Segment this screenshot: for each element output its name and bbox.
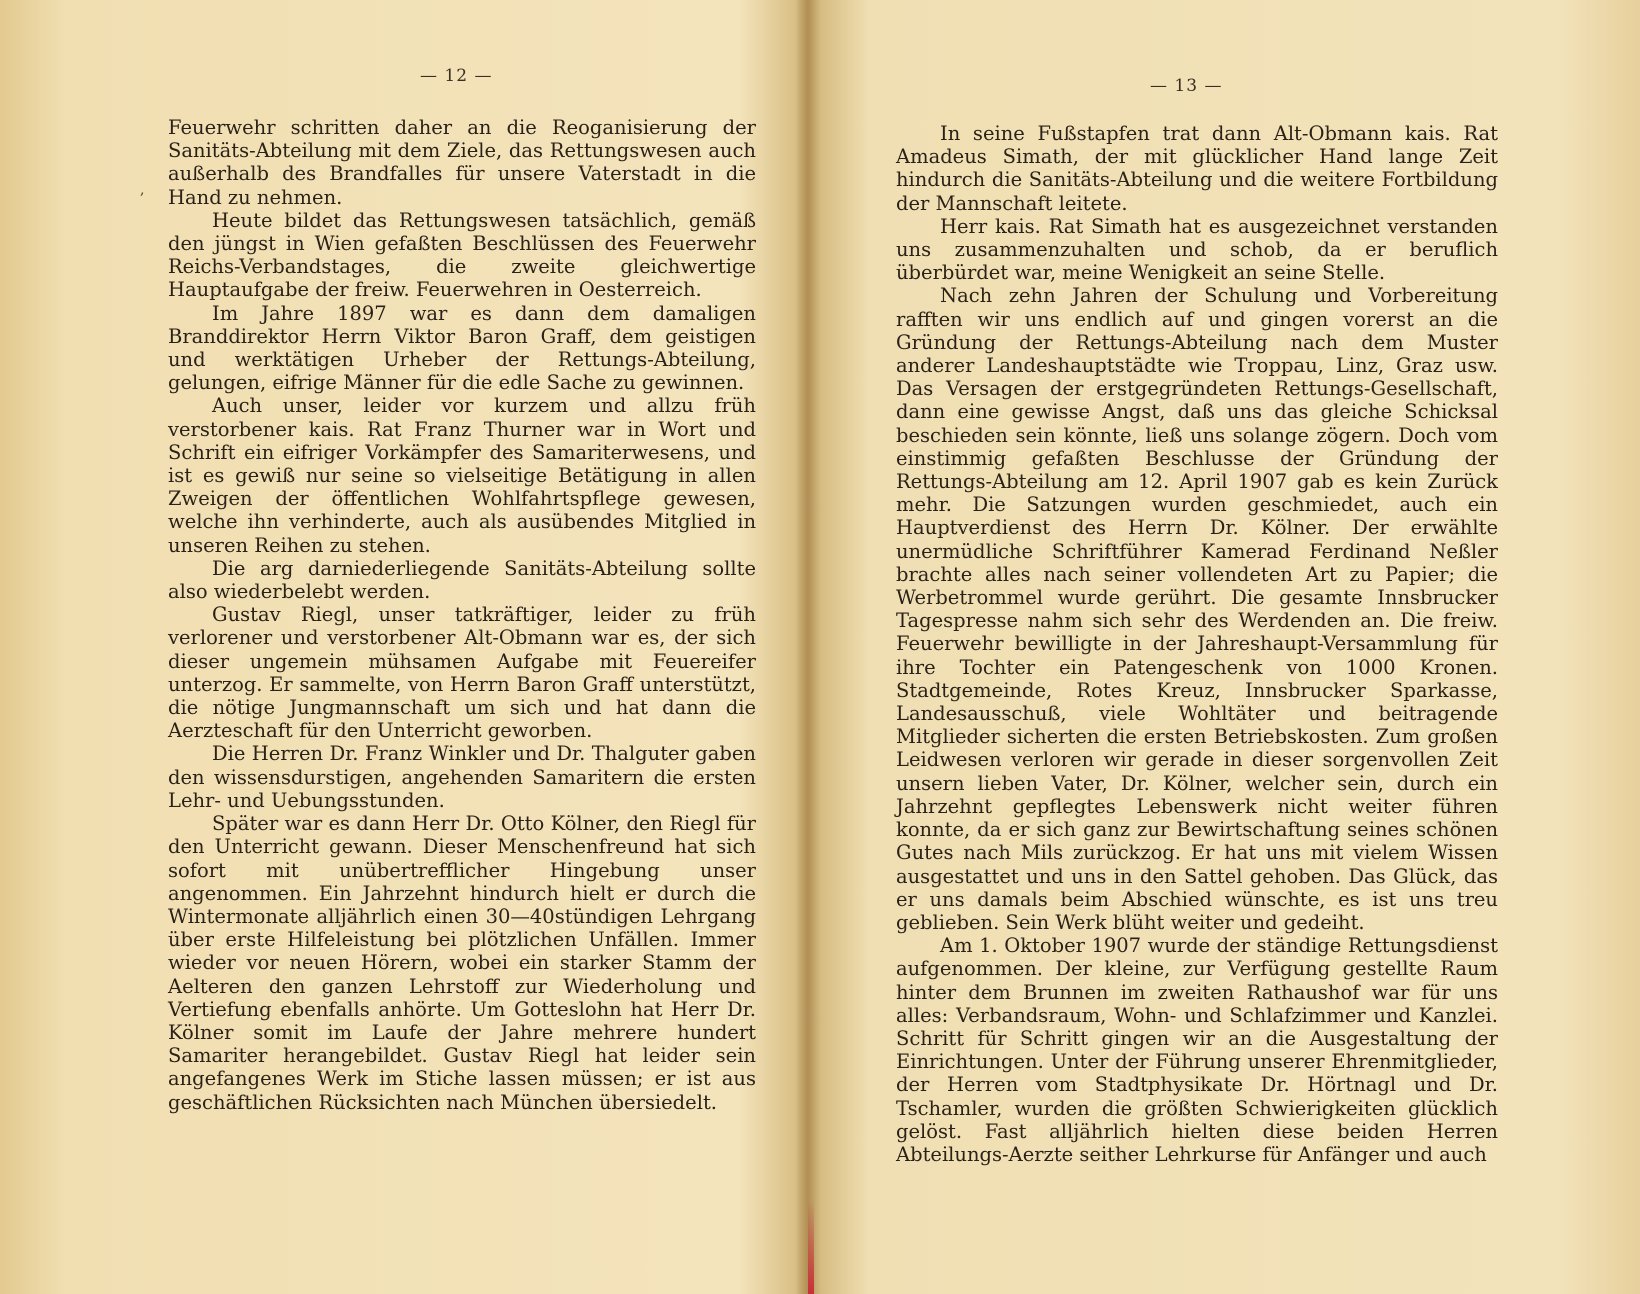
paragraph: Gustav Riegl, unser tatkräftiger, leider zu früh verlorener und verstorbener Alt-Obmann war es, der sich dieser ungemein mühsamen Aufgabe mit Feuereifer unterzog. Er sammelte, von Herrn Baron Graff unterstützt, die nötige Jungmannschaft um sich und hat dann die Aerzteschaft für den Unterricht geworben. — [168, 603, 756, 743]
paragraph: Auch unser, leider vor kurzem und allzu früh verstorbener kais. Rat Franz Thurner war in Wort und Schrift ein eifriger Vorkämpfer des Samariterwesens, und ist es gewiß nur seine so vielseitige Betätigung in allen Zweigen der öffentlichen Wohlfahrtspflege gewesen, welche ihn verhinderte, auch als ausübendes Mitglied in unseren Reihen zu stehen. — [168, 394, 756, 557]
page-edge-stain — [808, 1200, 814, 1294]
paragraph: Feuerwehr schritten daher an die Reoganisierung der Sanitäts-Abteilung mit dem Ziele, das Rettungswesen auch außerhalb des Brandfalles für unsere Vaterstadt in die Hand zu nehmen. — [168, 116, 756, 209]
left-page — [0, 0, 800, 1294]
page-number: — 12 — — [420, 66, 493, 86]
paragraph: In seine Fußstapfen trat dann Alt-Obmann kais. Rat Amadeus Simath, der mit glücklicher Hand lange Zeit hindurch die Sanitäts-Abteilung und die weitere Fortbildung der Mannschaft leitete. — [896, 122, 1498, 215]
paragraph: Nach zehn Jahren der Schulung und Vorbereitung rafften wir uns endlich auf und gingen vorerst an die Gründung der Rettungs-Abteilung nach dem Muster anderer Landeshauptstädte wie Troppau, Linz, Graz usw. Das Versagen der erstgegründeten Rettungs-Gesellschaft, dann eine gewisse Angst, daß uns das gleiche Schicksal beschieden sein könnte, ließ uns solange zögern. Doch vom einstimmig gefaßten Beschlusse der Gründung der Rettungs-Abteilung am 12. April 1907 gab es kein Zurück mehr. Die Satzungen wurden geschmiedet, auch ein Hauptverdienst des Herrn Dr. Kölner. Der erwählte unermüdliche Schriftführer Kamerad Ferdinand Neßler brachte alles nach seiner vollendeten Art zu Papier; die Werbetrommel wurde gerührt. Die gesamte Innsbrucker Tagespresse nahm sich sehr des Werdenden an. Die freiw. Feuerwehr bewilligte in der Jahreshaupt-Versammlung für ihre Tochter ein Patengeschenk von 1000 Kronen. Stadtgemeinde, Rotes Kreuz, Innsbrucker Sparkasse, Landesausschuß, viele Wohltäter und beitragende Mitglieder sicherten die ersten Betriebskosten. Zum großen Leidwesen verloren wir gerade in dieser sorgenvollen Zeit unsern lieben Vater, Dr. Kölner, welcher sein, durch ein Jahrzehnt gepflegtes Lebenswerk nicht weiter führen konnte, da er sich ganz zur Bewirtschaftung seines schönen Gutes nach Mils zurückzog. Er hat uns mit vielem Wissen ausgestattet und uns in den Sattel gehoben. Das Glück, das er uns damals beim Abschied wünschte, es ist uns treu geblieben. Sein Werk blüht weiter und gedeiht. — [896, 284, 1498, 934]
paragraph: Am 1. Oktober 1907 wurde der ständige Rettungsdienst aufgenommen. Der kleine, zur Verfügung gestellte Raum hinter dem Brunnen im zweiten Rathaushof war für uns alles: Verbandsraum, Wohn- und Schlafzimmer und Kanzlei. Schritt für Schritt gingen wir an die Ausgestaltung der Einrichtungen. Unter der Führung unserer Ehrenmitglieder, der Herren vom Stadtphysikate Dr. Hörtnagl und Dr. Tschamler, wurden die größten Schwierigkeiten glücklich gelöst. Fast alljährlich hielten diese beiden Herren Abteilungs-Aerzte seither Lehrkurse für Anfänger und auch — [896, 934, 1498, 1166]
paragraph: Im Jahre 1897 war es dann dem damaligen Branddirektor Herrn Viktor Baron Graff, dem geistigen und werktätigen Urheber der Rettungs-Abteilung, gelungen, eifrige Männer für die edle Sache zu gewinnen. — [168, 301, 756, 395]
margin-mark: , — [140, 182, 145, 198]
paragraph: Die Herren Dr. Franz Winkler und Dr. Thalguter gaben den wissensdurstigen, angehenden Samaritern die ersten Lehr- und Uebungsstunden. — [168, 742, 756, 812]
paragraph: Die arg darniederliegende Sanitäts-Abteilung sollte also wiederbelebt werden. — [168, 556, 756, 604]
paragraph: Heute bildet das Rettungswesen tatsächlich, gemäß den jüngst in Wien gefaßten Beschlüssen des Feuerwehr Reichs-Verbandstages, die zweite gleichwertige Hauptaufgabe der freiw. Feuerwehren in Oesterreich. — [168, 208, 756, 302]
page-body — [896, 122, 1498, 1166]
page-body — [168, 116, 756, 1114]
paragraph: Später war es dann Herr Dr. Otto Kölner, den Riegl für den Unterricht gewann. Dieser Menschenfreund hat sich sofort mit unübertrefflicher Hingebung unser angenommen. Ein Jahrzehnt hindurch hielt er durch die Wintermonate alljährlich einen 30—40stündigen Lehrgang über erste Hilfeleistung bei plötzlichen Unfällen. Immer wieder vor neuen Hörern, wobei ein starker Stamm der Aelteren den ganzen Lehrstoff zur Wiederholung und Vertiefung ebenfalls anhörte. Um Gotteslohn hat Herr Dr. Kölner somit im Laufe der Jahre mehrere hundert Samariter herangebildet. Gustav Riegl hat leider sein angefangenes Werk im Stiche lassen müssen; er ist aus geschäftlichen Rücksichten nach München übersiedelt. — [168, 812, 756, 1114]
right-page — [820, 0, 1640, 1294]
paragraph: Herr kais. Rat Simath hat es ausgezeichnet verstanden uns zusammenzuhalten und schob, da er beruflich überbürdet war, meine Wenigkeit an seine Stelle. — [896, 214, 1498, 285]
page-number: — 13 — — [1150, 76, 1223, 96]
